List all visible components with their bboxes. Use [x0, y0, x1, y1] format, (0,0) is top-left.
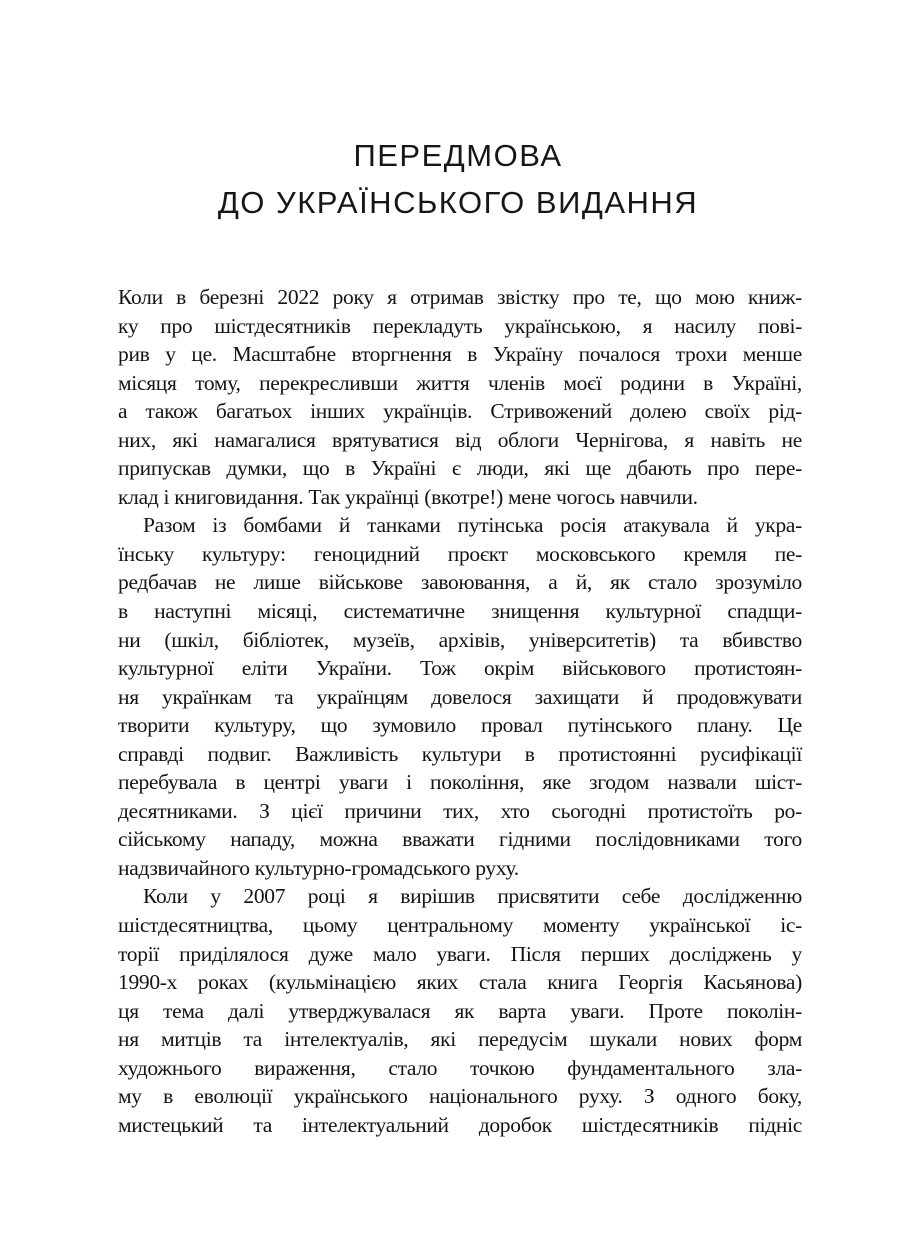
paragraph: [118, 511, 802, 882]
text-line: редбачав не лише військове завоювання, а й, як стало зрозуміло: [118, 570, 802, 595]
text-line: культурної еліти України. Тож окрім військового протистоян-: [118, 656, 802, 681]
text-line: Коли у 2007 році я вирішив присвятити себе дослідженню: [143, 884, 802, 909]
body-text: [118, 283, 802, 1139]
text-line: десятниками. З цієї причини тих, хто сьогодні протистоїть ро-: [118, 798, 802, 823]
text-line: в наступні місяці, систематичне знищення культурної спадщи-: [118, 599, 802, 624]
text-line: мистецький та інтелектуальний доробок шістдесятників підніс: [118, 1112, 802, 1137]
text-line: ця тема далі утверджувалася як варта уваги. Проте поколін-: [118, 998, 802, 1023]
text-line: їнську культуру: геноцидний проєкт московського кремля пе-: [118, 541, 802, 566]
text-line: припускав думки, що в Україні є люди, які ще дбають про пере-: [118, 456, 802, 481]
text-line: шістдесятництва, цьому центральному моменту української іс-: [118, 913, 802, 938]
paragraph: [118, 283, 802, 511]
text-line: них, які намагалися врятуватися від облоги Чернігова, я навіть не: [118, 427, 802, 452]
text-line: перебувала в центрі уваги і покоління, яке згодом назвали шіст-: [118, 770, 802, 795]
text-line: ня митців та інтелектуалів, які передусім шукали нових форм: [118, 1027, 802, 1052]
text-line: місяця тому, перекресливши життя членів моєї родини в Україні,: [118, 370, 802, 395]
text-line: Разом із бомбами й танками путінська росія атакувала й укра-: [143, 513, 802, 538]
text-line: му в еволюції українського національного руху. З одного боку,: [118, 1084, 802, 1109]
text-line: рив у це. Масштабне вторгнення в Україну почалося трохи менше: [118, 342, 802, 367]
text-line: ку про шістдесятників перекладуть українською, я насилу пові-: [118, 313, 802, 338]
text-line: а також багатьох інших українців. Стривожений долею своїх рід-: [118, 399, 802, 424]
paragraph: [118, 882, 802, 1139]
text-line: надзвичайного культурно-громадського руху.: [118, 855, 519, 880]
text-line: художнього вираження, стало точкою фундаментального зла-: [118, 1055, 802, 1080]
text-line: ни (шкіл, бібліотек, музеїв, архівів, університетів) та вбивство: [118, 627, 802, 652]
text-line: торії приділялося дуже мало уваги. Після перших досліджень у: [118, 941, 802, 966]
text-line: 1990-х роках (кульмінацією яких стала книга Георгія Касьянова): [118, 970, 802, 995]
text-line: Коли в березні 2022 року я отримав звістку про те, що мою книж-: [118, 285, 802, 309]
text-line: справді подвиг. Важливість культури в протистоянні русифікації: [118, 741, 802, 766]
text-line: творити культуру, що зумовило провал путінського плану. Це: [118, 713, 802, 738]
text-line: клад і книговидання. Так українці (вкотре!) мене чогось навчили.: [118, 484, 698, 509]
text-line: сійському нападу, можна вважати гідними послідовниками того: [118, 827, 802, 852]
chapter-title: [0, 132, 916, 226]
chapter-title-line-2: ДО УКРАЇНСЬКОГО ВИДАННЯ: [217, 185, 699, 220]
chapter-title-line-1: ПЕРЕДМОВА: [353, 138, 563, 173]
text-line: ня українкам та українцям довелося захищати й продовжувати: [118, 684, 802, 709]
